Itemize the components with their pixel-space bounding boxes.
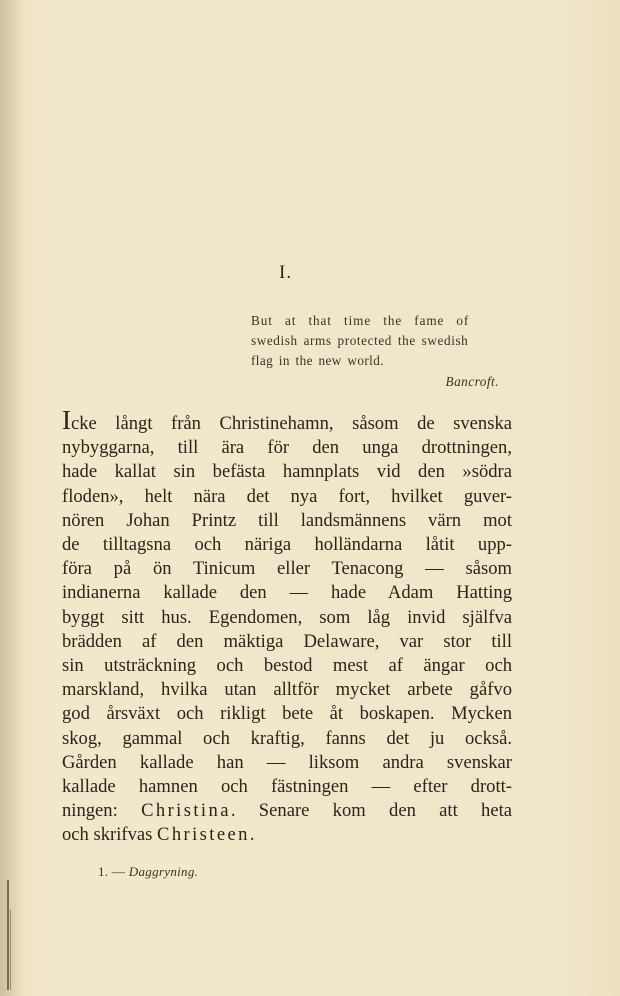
epigraph (251, 311, 515, 392)
body-line-text: ningen: (62, 800, 142, 822)
body-line: Gården kallade han — liksom andra svenskar (62, 751, 512, 773)
body-line-text: . (249, 824, 255, 846)
page-edge-mark (7, 880, 9, 990)
body-line (62, 823, 512, 847)
body-line: god årsväxt och rikligt bete åt boskapen. Mycken (62, 703, 512, 725)
body-line (62, 799, 512, 823)
drop-cap: I (62, 405, 71, 435)
signature-dash: — (111, 864, 126, 879)
body-line: nybyggarna, till ära för den unga drottningen, (62, 437, 512, 459)
epigraph-line: But at that time the fame of (251, 313, 470, 328)
body-line: byggt sitt hus. Egendomen, som låg invid själfva (62, 606, 512, 628)
body-line: föra på ön Tinicum eller Tenacong — såsom (62, 558, 512, 580)
page-edge-mark (10, 910, 11, 990)
body-line: sin utsträckning och bestod mest af ängar och (62, 655, 512, 677)
body-line: indianerna kallade den — hade Adam Hatting (62, 582, 512, 604)
emphasized-name: Christeen (157, 824, 250, 846)
body-line: nören Johan Printz till landsmännens värn mot (62, 509, 512, 531)
body-line-text: cke långt från Christinehamn, såsom de svenska (71, 413, 512, 434)
epigraph-line: swedish arms protected the swedish (251, 333, 469, 348)
body-line: marskland, hvilka utan alltför mycket arbete gåfvo (62, 679, 512, 701)
body-line (62, 405, 512, 436)
body-line: brädden af den mäktiga Delaware, var stor till (62, 630, 512, 652)
body-line: de tilltagsna och näriga holländarna låtit upp- (62, 534, 512, 556)
body-line-text: och skrifvas (62, 824, 158, 846)
chapter-body (62, 405, 513, 848)
signature-number: 1. (98, 864, 109, 879)
epigraph-line: flag in the new world. (251, 353, 384, 368)
printer-signature (98, 864, 198, 880)
binding-shadow (0, 0, 26, 996)
epigraph-author: Bancroft. (445, 374, 499, 389)
body-line: skog, gammal och kraftig, fanns det ju också. (62, 727, 512, 749)
emphasized-name: Christina (141, 800, 231, 822)
signature-title: Daggryning. (128, 864, 199, 879)
chapter-number: I. (279, 262, 293, 283)
body-line: floden», helt nära det nya fort, hvilket guver- (62, 485, 512, 507)
body-line-text: . Senare kom den att heta (230, 800, 513, 822)
body-line: kallade hamnen och fästningen — efter drott- (62, 776, 512, 798)
body-line: hade kallat sin befästa hamnplats vid den »södra (62, 461, 512, 483)
